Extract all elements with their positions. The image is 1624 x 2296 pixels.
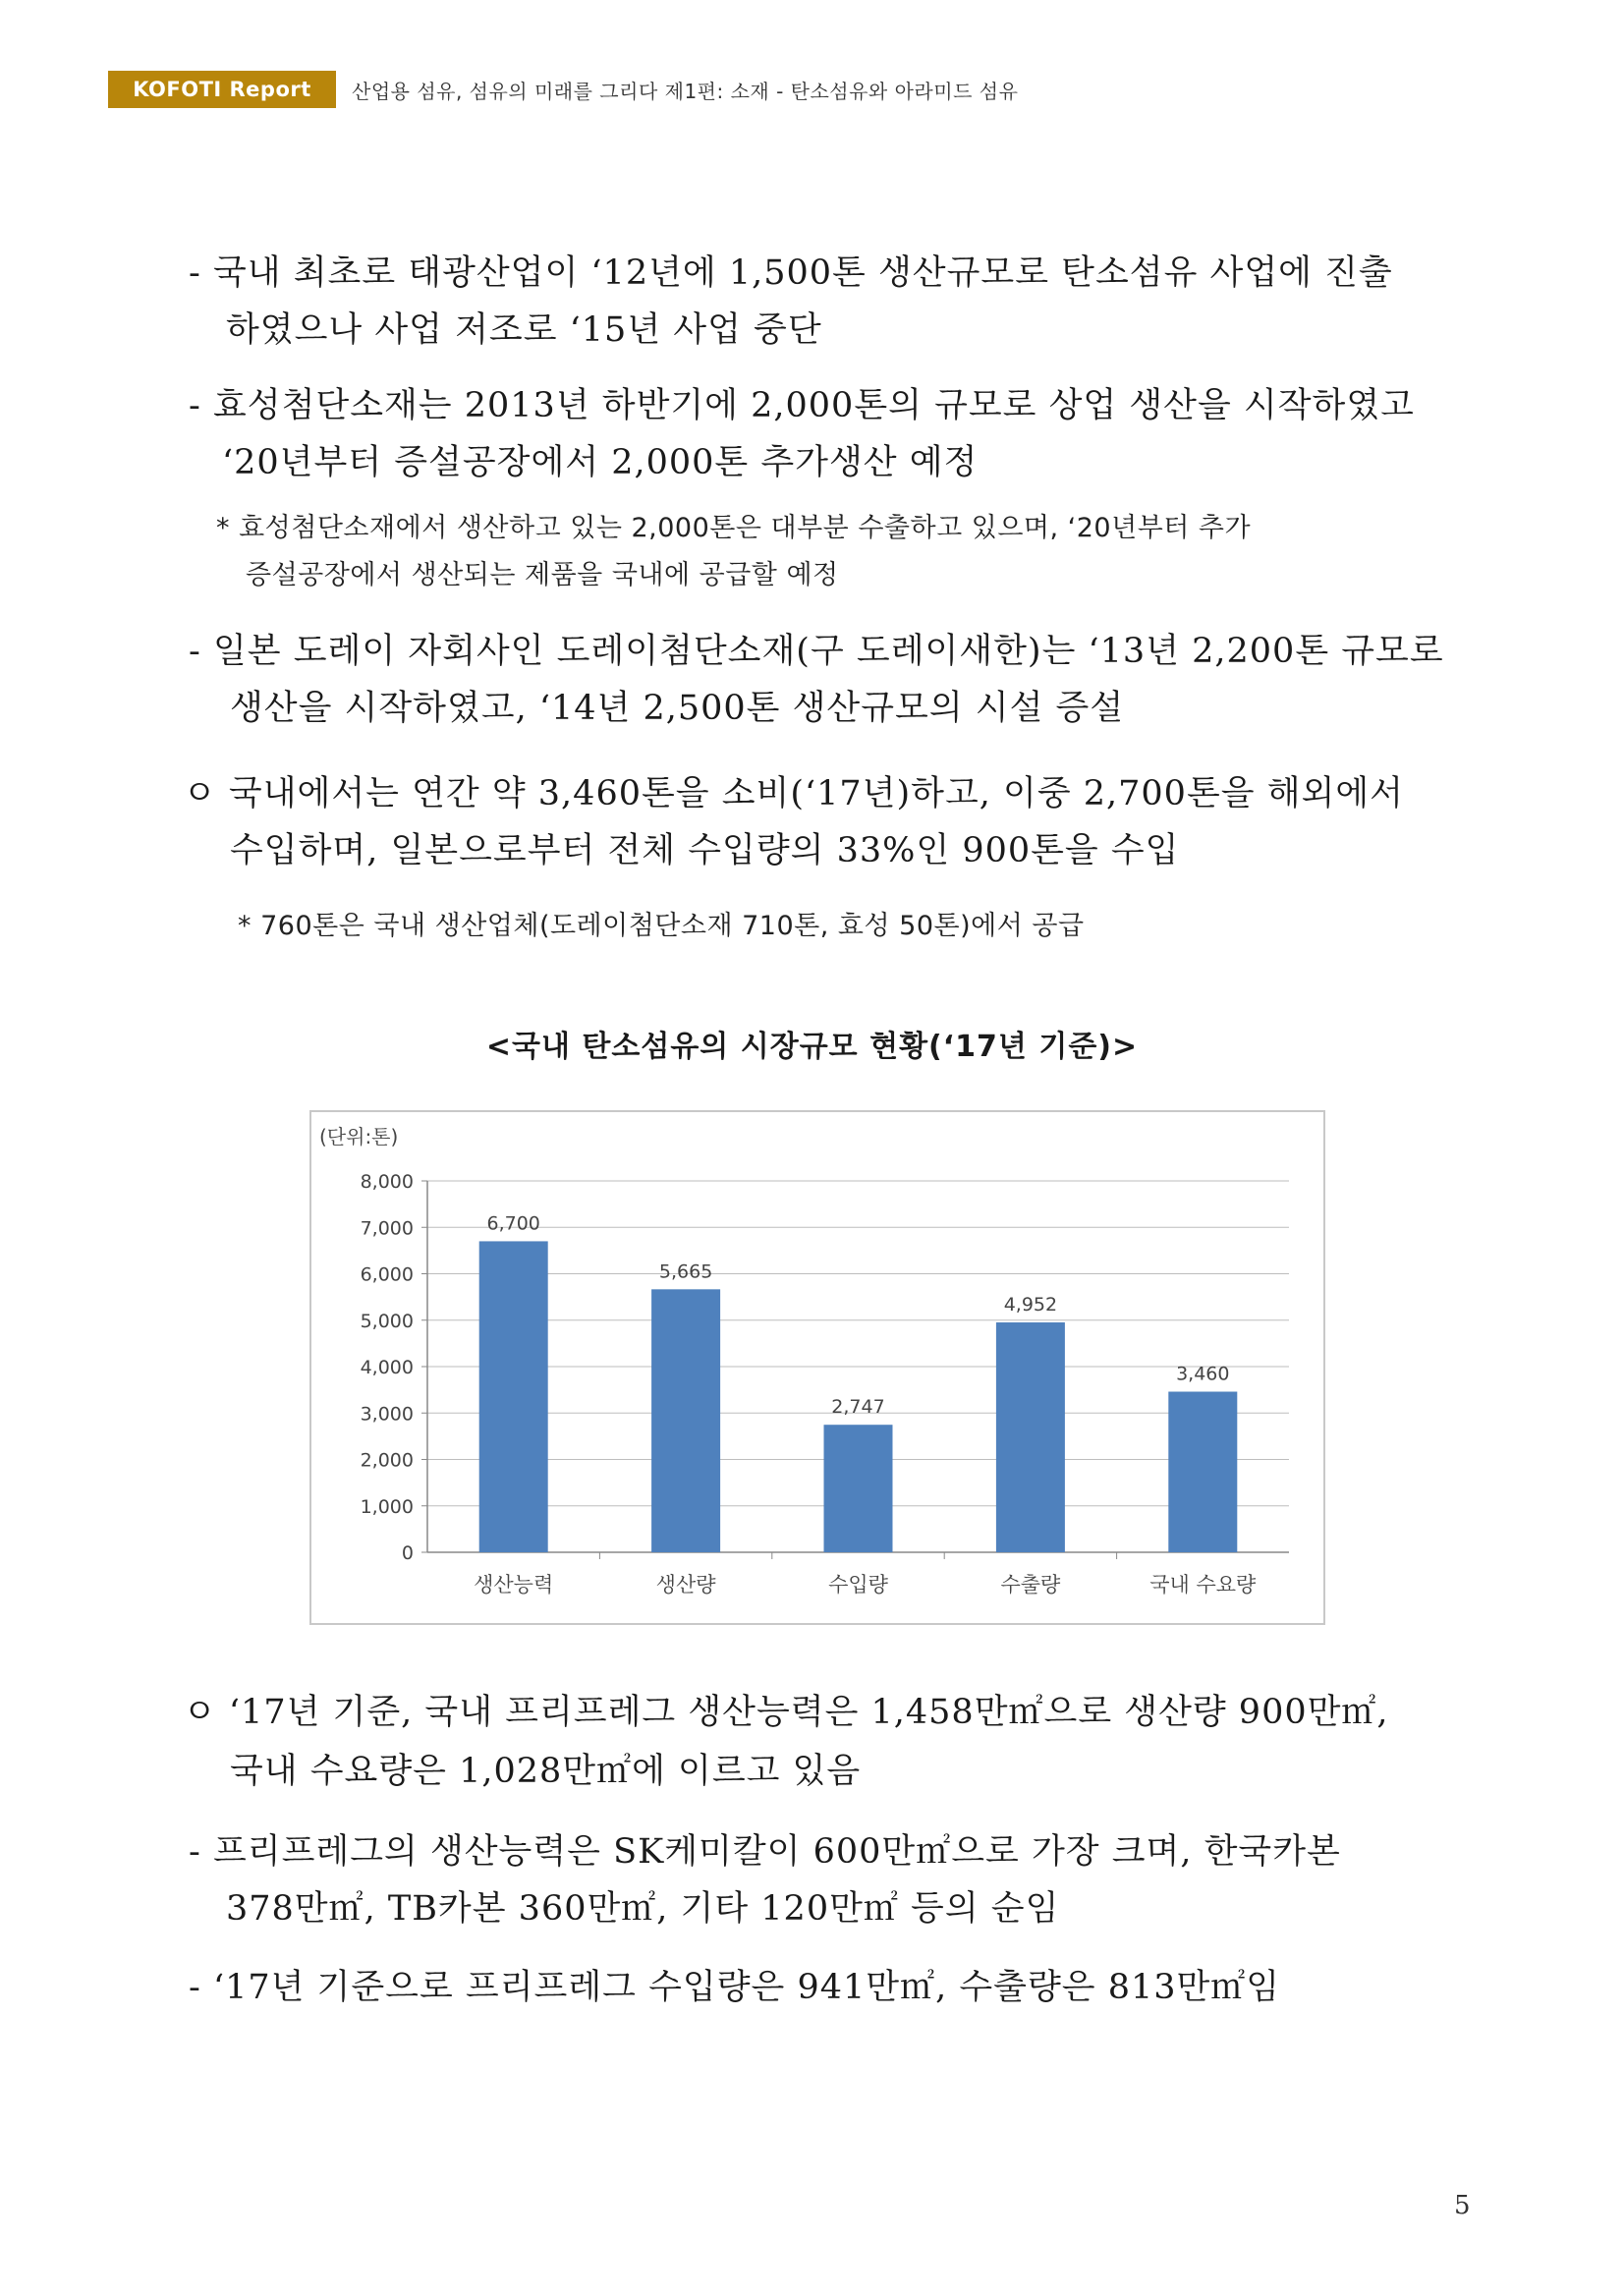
paragraph-2-line-1: - 효성첨단소재는 2013년 하반기에 2,000톤의 규모로 상업 생산을 시작하였고 [189, 386, 1415, 425]
paragraph-1-line-2: 하였으나 사업 저조로 ‘15년 사업 중단 [226, 310, 822, 350]
paragraph-1-line-1: - 국내 최초로 태광산업이 ‘12년에 1,500톤 생산규모로 탄소섬유 사업에 진출 [189, 253, 1393, 293]
bar [1168, 1392, 1237, 1552]
note-1-line-2: 증설공장에서 생산되는 제품을 국내에 공급할 예정 [246, 560, 839, 590]
bar-chart [309, 1110, 1325, 1625]
header [108, 71, 1018, 108]
paragraph-6-line-1: - 프리프레그의 생산능력은 SK케미칼이 600만㎡으로 가장 크며, 한국카본 [189, 1832, 1341, 1872]
x-tick-label: 수입량 [828, 1573, 888, 1596]
data-label: 5,665 [658, 1260, 713, 1283]
bar-chart-svg [311, 1112, 1323, 1623]
bar [651, 1289, 720, 1552]
y-tick-label: 8,000 [360, 1171, 414, 1193]
y-tick-label: 3,000 [360, 1403, 414, 1426]
data-label: 4,952 [1003, 1294, 1058, 1316]
report-title: 산업용 섬유, 섬유의 미래를 그리다 제1편: 소재 - 탄소섬유와 아라미드 섬유 [352, 79, 1019, 103]
bar [479, 1241, 548, 1552]
x-tick-label: 국내 수요량 [1149, 1573, 1257, 1596]
data-label: 3,460 [1176, 1363, 1230, 1385]
y-tick-label: 4,000 [360, 1357, 414, 1378]
paragraph-2-line-2: ‘20년부터 증설공장에서 2,000톤 추가생산 예정 [222, 443, 979, 482]
x-tick-label: 수출량 [1000, 1573, 1061, 1596]
bar [996, 1322, 1065, 1552]
paragraph-7-line-1: - ‘17년 기준으로 프리프레그 수입량은 941만㎡, 수출량은 813만㎡임 [189, 1968, 1281, 2007]
note-2: * 760톤은 국내 생산업체(도레이첨단소재 710톤, 효성 50톤)에서 공급 [238, 911, 1085, 941]
page-number: 5 [1454, 2191, 1471, 2220]
data-label: 2,747 [831, 1396, 885, 1419]
paragraph-6-line-2: 378만㎡, TB카본 360만㎡, 기타 120만㎡ 등의 순임 [226, 1889, 1060, 1929]
note-1-line-1: * 효성첨단소재에서 생산하고 있는 2,000톤은 대부분 수출하고 있으며, ‘20년부터 추가 [216, 513, 1252, 543]
report-badge: KOFOTI Report [108, 71, 336, 108]
y-tick-label: 7,000 [360, 1217, 414, 1240]
x-tick-label: 생산능력 [474, 1573, 554, 1596]
chart-unit-label: (단위:톤) [319, 1125, 399, 1148]
paragraph-5-line-2: 국내 수요량은 1,028만㎡에 이르고 있음 [230, 1752, 862, 1791]
paragraph-4-line-2: 수입하며, 일본으로부터 전체 수입량의 33%인 900톤을 수입 [230, 831, 1180, 870]
y-tick-label: 5,000 [360, 1310, 414, 1332]
bar [824, 1425, 893, 1552]
y-tick-label: 6,000 [360, 1263, 414, 1286]
paragraph-3-line-1: - 일본 도레이 자회사인 도레이첨단소재(구 도레이새한)는 ‘13년 2,200톤 규모로 [189, 632, 1444, 671]
chart-caption: <국내 탄소섬유의 시장규모 현황(‘17년 기준)> [485, 1030, 1139, 1064]
y-tick-label: 2,000 [360, 1449, 414, 1472]
y-tick-label: 0 [401, 1542, 414, 1564]
paragraph-4-line-1: ㅇ 국내에서는 연간 약 3,460톤을 소비(‘17년)하고, 이중 2,700톤을 해외에서 [183, 774, 1404, 813]
data-label: 6,700 [486, 1212, 540, 1235]
paragraph-5-line-1: ㅇ ‘17년 기준, 국내 프리프레그 생산능력은 1,458만㎡으로 생산량 900만㎡, [183, 1693, 1389, 1732]
paragraph-3-line-2: 생산을 시작하였고, ‘14년 2,500톤 생산규모의 시설 증설 [230, 689, 1125, 728]
x-tick-label: 생산량 [655, 1573, 716, 1596]
y-tick-label: 1,000 [360, 1495, 414, 1518]
